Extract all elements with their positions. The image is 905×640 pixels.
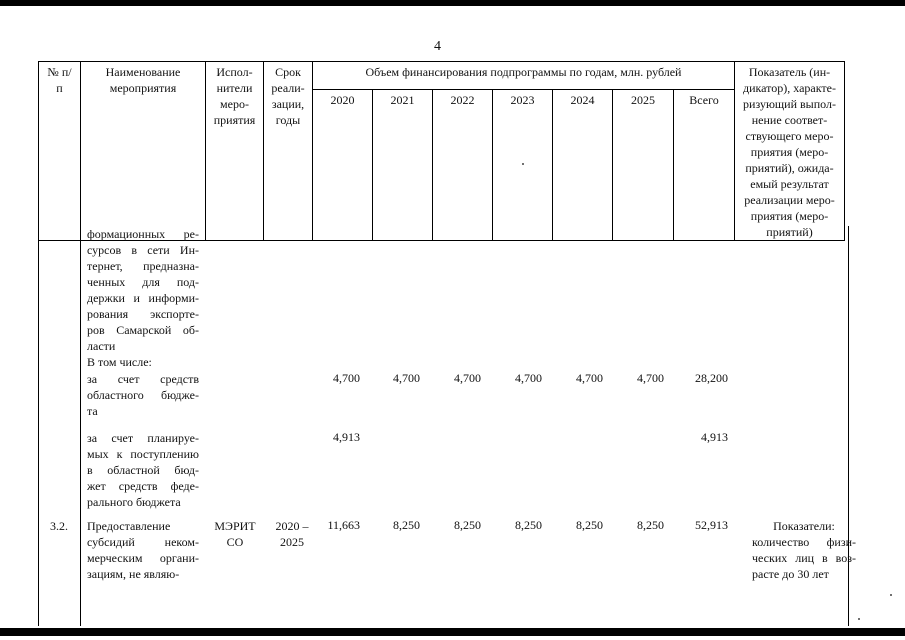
top-border xyxy=(0,0,905,6)
column-line xyxy=(38,226,39,626)
scan-speck xyxy=(522,163,524,165)
page-number: 4 xyxy=(434,39,441,54)
funding-value: 4,700 xyxy=(637,371,664,385)
funding-value: 8,250 xyxy=(454,518,481,532)
header-year: 2024 xyxy=(553,90,613,241)
scan-speck xyxy=(858,618,860,620)
name-line: рования экспорте- xyxy=(87,307,199,321)
header-indicator-line: приятия (меро- xyxy=(750,145,829,159)
indicator-line: расте до 30 лет xyxy=(752,567,829,581)
funding-value: 8,250 xyxy=(515,518,542,532)
funding-value: 8,250 xyxy=(576,518,603,532)
header-year: 2025 xyxy=(613,90,674,241)
name-line: ченных для под- xyxy=(87,275,199,289)
name-line: ров Самарской об- xyxy=(87,323,199,337)
funding-value: 11,663 xyxy=(327,518,360,532)
bottom-border xyxy=(0,628,905,636)
header-funding: Объем финансирования подпрограммы по годам, млн. рублей xyxy=(313,62,735,90)
item-number: 3.2. xyxy=(50,519,68,533)
header-indicator-line: емый результат xyxy=(750,177,829,191)
funding-value: 4,913 xyxy=(701,430,728,444)
funding-value: 4,913 xyxy=(333,430,360,444)
scan-speck xyxy=(890,594,892,596)
header-name: Наименование мероприятия xyxy=(81,62,206,241)
indicator-line: ческих лиц в воз- xyxy=(752,551,856,565)
funding-value: 52,913 xyxy=(695,518,728,532)
indicator-line: количество физи- xyxy=(752,535,856,549)
header-year: 2020 xyxy=(313,90,373,241)
name-line: формационных ре- xyxy=(87,227,199,241)
header-year-total: Всего xyxy=(674,90,735,241)
executor-line: СО xyxy=(226,535,244,549)
header-indicator-line: ризующий выпол- xyxy=(743,97,836,111)
funding-value: 4,700 xyxy=(515,371,542,385)
name-line: сурсов в сети Ин- xyxy=(87,243,199,257)
item-name-line: зациям, не являю- xyxy=(87,567,180,581)
column-line xyxy=(80,226,81,626)
header-indicator-line: приятия (меро- xyxy=(750,209,829,223)
header-year: 2022 xyxy=(433,90,493,241)
term-line: 2020 – xyxy=(275,519,309,533)
header-term: Срок реали-зации, годы xyxy=(264,62,313,241)
item-name-line: мерческим органи- xyxy=(87,551,199,565)
header-year: 2023 xyxy=(493,90,553,241)
indicator-line: Показатели: xyxy=(773,519,835,533)
funding-value: 4,700 xyxy=(393,371,420,385)
header-indicator-line: приятий) xyxy=(766,225,813,239)
name-line: ласти xyxy=(87,339,116,353)
funding-value: 4,700 xyxy=(333,371,360,385)
table-header xyxy=(38,61,845,241)
row-label-line: областного бюдже- xyxy=(87,388,199,402)
header-indicator-line: реализации меро- xyxy=(744,193,835,207)
header-indicator xyxy=(735,62,845,241)
funding-value: 4,700 xyxy=(576,371,603,385)
funding-value: 8,250 xyxy=(393,518,420,532)
header-indicator-line: дикатор), характе- xyxy=(742,81,836,95)
funding-value: 8,250 xyxy=(637,518,664,532)
including-label: В том числе: xyxy=(87,355,152,369)
row-label-line: в областной бюд- xyxy=(87,463,199,477)
funding-value: 4,700 xyxy=(454,371,481,385)
name-line: тернет, предназна- xyxy=(87,259,199,273)
header-executor: Испол-нители меро-приятия xyxy=(206,62,264,241)
row-label-line: за счет планируе- xyxy=(87,431,199,445)
row-label-line: та xyxy=(87,404,98,418)
header-indicator-line: нение соответ- xyxy=(751,113,828,127)
executor-line: МЭРИТ xyxy=(214,519,256,533)
name-line: держки и информи- xyxy=(87,291,199,305)
item-name-line: субсидий неком- xyxy=(87,535,199,549)
header-indicator-line: Показатель (ин- xyxy=(748,65,831,79)
row-label-line: жет средств феде- xyxy=(87,479,199,493)
header-indicator-line: приятий), ожида- xyxy=(745,161,834,175)
row-label-line: за счет средств xyxy=(87,372,199,386)
term-line: 2025 xyxy=(280,535,304,549)
row-label-line: рального бюджета xyxy=(87,495,181,509)
header-year: 2021 xyxy=(373,90,433,241)
item-name-line: Предоставление xyxy=(87,519,171,533)
header-number: № п/п xyxy=(39,62,81,241)
funding-value: 28,200 xyxy=(695,371,728,385)
row-label-line: мых к поступлению xyxy=(87,447,199,461)
header-indicator-line: ствующего меро- xyxy=(745,129,834,143)
